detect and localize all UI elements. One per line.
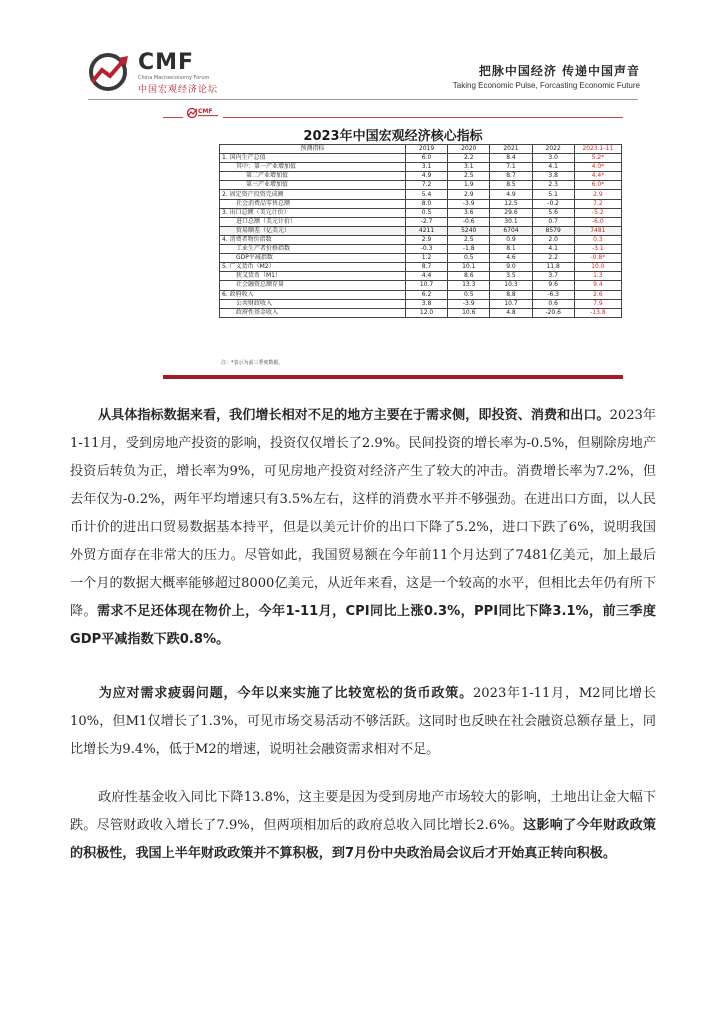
row-value: -13.8 — [574, 308, 621, 317]
row-value: 9.6 — [532, 281, 574, 290]
row-label: 第二产业增加值 — [220, 172, 406, 181]
row-value: 3.6 — [448, 208, 490, 217]
row-value: 6.0* — [574, 181, 621, 190]
paragraph-text: 政府性基金收入同比下降13.8%，这主要是因为受到房地产市场较大的影响，土地出让金大幅下跌。尽管财政收入增长了7.9%，但两项相加后的政府总收入同比增长2.6%。 — [70, 790, 656, 833]
row-value: 9.4 — [574, 281, 621, 290]
row-value: 8.7 — [405, 263, 447, 272]
header-divider — [88, 99, 638, 100]
row-value: 6.2 — [405, 290, 447, 299]
table-figure-header — [163, 103, 623, 119]
row-value: 30.1 — [490, 217, 532, 226]
row-value: 2.0 — [532, 235, 574, 244]
paragraph-text: 2023年1-11月，受到房地产投资的影响，投资仅仅增长了2.9%。民间投资的增长率为-0.5%，但剔除房地产投资后转负为正，增长率为9%，可见房地产投资对经济产生了较大的冲击。消费增长率为7.2%，但去年仅为-0.2%，两年平均增速只有3.5%左右，这样的消费水平并不够强劲。在进出口方面，以人民币计价的进出口贸易数据基本持平，但是以美元计价的出口下降了5.2%，进口下跌了6%，说明我国外贸方面存在非常大的压力。尽管如此，我国贸易额在今年前11个月达到了7481亿美元，加上最后一个月的数据大概率能够超过8000亿美元，从近年来看，这是一个较高的水平，但相比去年仍有所下降。 — [70, 408, 657, 619]
row-value: 1.3 — [574, 272, 621, 281]
row-value: -0.2 — [532, 199, 574, 208]
row-value: 7.2 — [574, 199, 621, 208]
row-value: 4.4* — [574, 172, 621, 181]
row-value: -6.0 — [574, 217, 621, 226]
row-value: 3.7 — [532, 272, 574, 281]
row-value: 7.2 — [405, 181, 447, 190]
row-value: 3.1 — [448, 163, 490, 172]
row-label: 狭义货币（M1） — [220, 272, 406, 281]
row-value: 2.2 — [448, 154, 490, 163]
row-value: 4.9 — [405, 172, 447, 181]
row-value: 2.5 — [448, 235, 490, 244]
row-value: 7.9 — [574, 299, 621, 308]
row-value: -3.9 — [448, 199, 490, 208]
page-header — [88, 48, 644, 98]
table-row — [220, 172, 622, 181]
row-value: 2.9 — [448, 190, 490, 199]
row-value: 13.3 — [448, 281, 490, 290]
row-value: 9.0 — [490, 263, 532, 272]
table-row — [220, 245, 622, 254]
table-row — [220, 281, 622, 290]
paragraph-tail-bold: 这影响了今年财政政策的积极性，我国上半年财政政策并不算积极，到7月份中央政治局会议后才开始真正转向积极。 — [70, 818, 656, 861]
row-value: 4.4 — [405, 272, 447, 281]
table-row — [220, 290, 622, 299]
row-value: 4.8 — [490, 308, 532, 317]
row-value: 29.6 — [490, 208, 532, 217]
table-row — [220, 217, 622, 226]
row-value: 8.0 — [405, 199, 447, 208]
row-value: 7.1 — [490, 163, 532, 172]
row-value: 3.0 — [532, 154, 574, 163]
row-value: 12.0 — [405, 308, 447, 317]
row-value: 8.6 — [448, 272, 490, 281]
paragraph-demand — [70, 402, 656, 654]
header-cell: 2023.1-11 — [574, 145, 621, 154]
row-value: 4.0* — [574, 163, 621, 172]
row-value: 8.5 — [490, 181, 532, 190]
row-value: 10.3 — [490, 281, 532, 290]
slogan-chinese: 把脉中国经济 传递中国声音 — [478, 64, 640, 78]
row-value: 2.9 — [405, 235, 447, 244]
row-label: 5. 广义货币（M2） — [220, 263, 406, 272]
row-value: 0.5 — [448, 290, 490, 299]
row-value: -0.3 — [405, 245, 447, 254]
row-value: 2.6 — [574, 290, 621, 299]
row-value: 0.5 — [448, 254, 490, 263]
row-value: 8.8 — [490, 290, 532, 299]
row-value: -5.2 — [574, 208, 621, 217]
table-row — [220, 199, 622, 208]
row-label: 政府性基金收入 — [220, 308, 406, 317]
table-header-row — [220, 145, 622, 154]
row-label: 进口总额（美元计价） — [220, 217, 406, 226]
paragraph-lead-bold: 为应对需求疲弱问题，今年以来实施了比较宽松的货币政策。 — [98, 686, 473, 701]
table-row — [220, 235, 622, 244]
logo-chinese: 中国宏观经济论坛 — [138, 85, 219, 95]
indicator-table-figure — [163, 103, 623, 376]
table-row — [220, 308, 622, 317]
row-label: 社会消费品零售总额 — [220, 199, 406, 208]
row-label: 工业生产者价格指数 — [220, 245, 406, 254]
paragraph-fiscal — [70, 784, 656, 868]
row-value: 10.7 — [490, 299, 532, 308]
row-label: GDP平减指数 — [220, 254, 406, 263]
header-cell: 2022 — [532, 145, 574, 154]
row-value: 1.9 — [448, 181, 490, 190]
table-figure-bottom-bar — [163, 375, 623, 379]
row-value: -1.8 — [448, 245, 490, 254]
paragraph-monetary — [70, 680, 656, 764]
cmf-mini-logo-icon — [187, 106, 219, 119]
row-value: 7481 — [574, 226, 621, 235]
header-cell: 预测指标 — [220, 145, 406, 154]
logo-subtitle: China Macroeconomy Forum — [138, 75, 210, 81]
table-row — [220, 263, 622, 272]
row-value: 4.9 — [490, 190, 532, 199]
paragraph-lead-bold: 从具体指标数据来看，我们增长相对不足的地方主要在于需求侧，即投资、消费和出口。 — [98, 408, 610, 423]
header-cell: 2021 — [490, 145, 532, 154]
row-value: 11.8 — [532, 263, 574, 272]
slogan-english: Taking Economic Pulse, Forcasting Economic Future — [452, 81, 640, 90]
row-label: 其中：第一产业增加值 — [220, 163, 406, 172]
table-row — [220, 190, 622, 199]
row-label: 第三产业增加值 — [220, 181, 406, 190]
row-value: 10.6 — [448, 308, 490, 317]
row-value: 3.1 — [405, 163, 447, 172]
table-row — [220, 272, 622, 281]
header-cell: 2019 — [405, 145, 447, 154]
row-label: 2. 固定资产投资完成额 — [220, 190, 406, 199]
paragraph-tail-bold: 需求不足还体现在物价上，今年1-11月，CPI同比上涨0.3%，PPI同比下降3.1%，前三季度GDP平减指数下跌0.8%。 — [70, 604, 656, 647]
core-indicator-table — [219, 144, 622, 318]
row-value: 0.3 — [574, 235, 621, 244]
row-value: 5.1 — [532, 190, 574, 199]
table-row — [220, 208, 622, 217]
row-value: 10.7 — [405, 281, 447, 290]
row-value: -0.6 — [448, 217, 490, 226]
table-row — [220, 154, 622, 163]
row-value: 3.8 — [405, 299, 447, 308]
row-value: 6704 — [490, 226, 532, 235]
row-value: 0.7 — [532, 217, 574, 226]
header-cell: 2020 — [448, 145, 490, 154]
row-value: 8.7 — [490, 172, 532, 181]
row-value: 3.5 — [490, 272, 532, 281]
logo-text: CMF — [138, 50, 195, 75]
row-value: 5.2* — [574, 154, 621, 163]
row-value: 12.5 — [490, 199, 532, 208]
row-value: 4.1 — [532, 245, 574, 254]
row-value: 8.1 — [490, 245, 532, 254]
table-row — [220, 181, 622, 190]
paragraph-text: 2023年1-11月，M2同比增长10%，但M1仅增长了1.3%，可见市场交易活动不够活跃。这同时也反映在社会融资总额存量上，同比增长为9.4%，低于M2的增速，说明社会融资需求相对不足。 — [70, 686, 656, 757]
row-value: 8.4 — [490, 154, 532, 163]
row-value: -3.9 — [448, 299, 490, 308]
row-value: -20.6 — [532, 308, 574, 317]
row-value: 5.6 — [532, 208, 574, 217]
row-label: 贸易顺差（亿美元） — [220, 226, 406, 235]
row-value: -6.3 — [532, 290, 574, 299]
row-value: 8579 — [532, 226, 574, 235]
row-value: 3.8 — [532, 172, 574, 181]
row-value: 2.3 — [532, 181, 574, 190]
row-value: -0.8* — [574, 254, 621, 263]
row-value: 5240 — [448, 226, 490, 235]
row-value: 10.0 — [574, 263, 621, 272]
row-label: 4. 消费者物价指数 — [220, 235, 406, 244]
row-label: 3. 出口总额（美元计价） — [220, 208, 406, 217]
row-value: 1.2 — [405, 254, 447, 263]
table-note: 注：*表示为前三季度数据。 — [221, 360, 284, 366]
table-row — [220, 299, 622, 308]
cmf-logo-icon — [88, 52, 132, 92]
row-value: 4.6 — [490, 254, 532, 263]
row-value: -3.1 — [574, 245, 621, 254]
row-value: 0.9 — [490, 235, 532, 244]
row-value: 2.2 — [532, 254, 574, 263]
row-value: 5.4 — [405, 190, 447, 199]
row-value: 4211 — [405, 226, 447, 235]
row-value: 6.0 — [405, 154, 447, 163]
row-label: 社会融资总额存量 — [220, 281, 406, 290]
row-label: 6. 政府收入 — [220, 290, 406, 299]
row-value: 4.1 — [532, 163, 574, 172]
table-row — [220, 254, 622, 263]
table-row — [220, 226, 622, 235]
table-row — [220, 163, 622, 172]
row-value: 2.5 — [448, 172, 490, 181]
table-title: 2023年中国宏观经济核心指标 — [303, 129, 483, 144]
row-label: 1. 国内生产总值 — [220, 154, 406, 163]
row-value: 2.9 — [574, 190, 621, 199]
row-value: 0.6 — [532, 299, 574, 308]
row-label: 公共财政收入 — [220, 299, 406, 308]
row-value: 10.1 — [448, 263, 490, 272]
row-value: -2.7 — [405, 217, 447, 226]
svg-text:CMF: CMF — [198, 108, 213, 115]
row-value: 0.5 — [405, 208, 447, 217]
